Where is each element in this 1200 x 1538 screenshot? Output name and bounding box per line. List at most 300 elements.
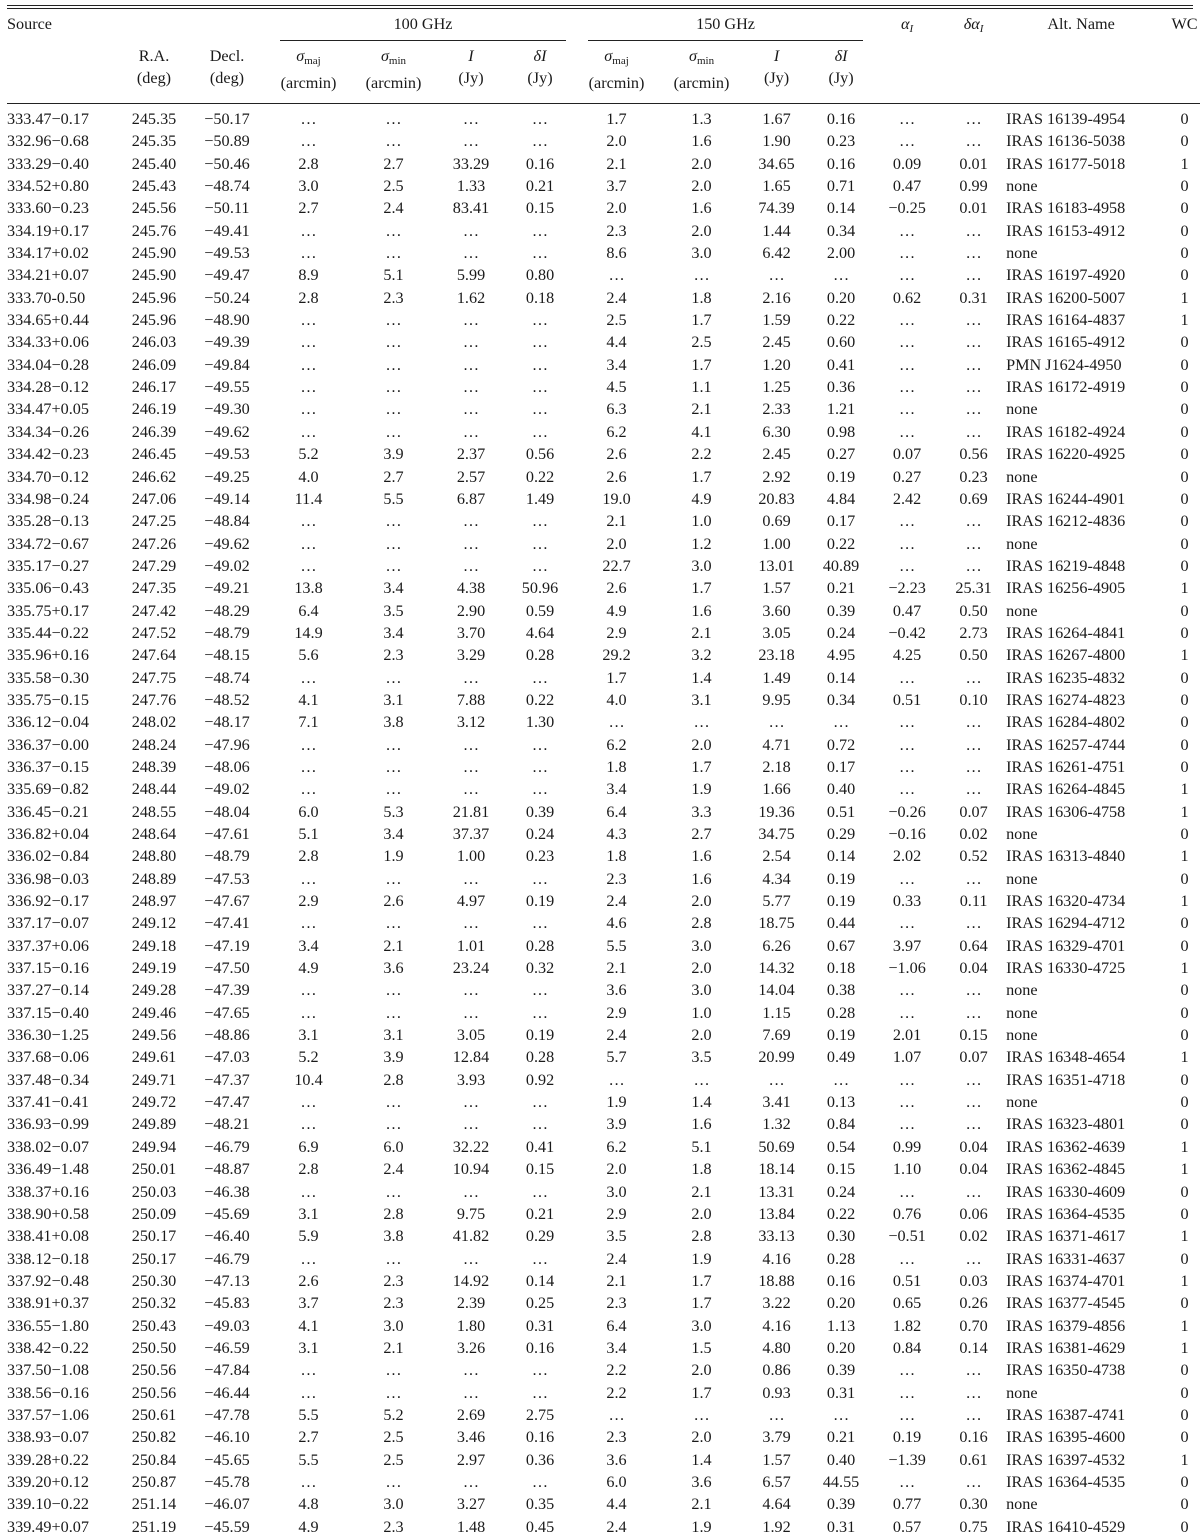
cell-ra: 250.03 (131, 1182, 177, 1201)
cell-dalpha: … (965, 668, 982, 687)
cell-di-150: 0.17 (826, 757, 856, 776)
cell-smin-150: 4.1 (691, 422, 712, 441)
cell-smaj-100: … (300, 311, 317, 330)
cell-smaj-100: 4.9 (298, 959, 319, 978)
cell-altname: IRAS 16284-4802 (1006, 713, 1126, 732)
cell-smaj-150: 6.2 (606, 422, 627, 441)
cell-smin-150: 1.6 (691, 601, 712, 620)
header-dec (188, 45, 266, 94)
cell-i-100: … (462, 422, 480, 441)
cell-source: 336.02−0.84 (7, 847, 89, 866)
cell-alpha: 0.51 (892, 1271, 922, 1290)
cell-alpha: … (898, 1361, 916, 1380)
cell-dec: −48.04 (204, 802, 250, 821)
cell-dec: −49.02 (204, 556, 250, 575)
cell-ra: 249.94 (131, 1137, 177, 1156)
cell-smaj-100: … (300, 534, 317, 553)
cell-i-100: 4.97 (456, 892, 486, 911)
table-row (7, 890, 1200, 912)
cell-smaj-150: 4.5 (606, 378, 627, 397)
cell-dalpha: 0.50 (959, 601, 988, 620)
cell-smin-150: 2.2 (691, 445, 712, 464)
cell-dalpha: … (965, 422, 982, 441)
cell-source: 335.17−0.27 (7, 556, 89, 575)
cell-smaj-100: 13.8 (294, 579, 323, 598)
cell-dec: −47.65 (204, 1003, 250, 1022)
cell-smaj-150: … (608, 1070, 625, 1089)
cell-smaj-150: 2.0 (606, 199, 627, 218)
cell-di-100: … (531, 1115, 549, 1134)
cell-dec: −45.78 (204, 1472, 250, 1491)
cell-source: 339.49+0.07 (7, 1517, 89, 1536)
cell-di-150: 2.00 (826, 244, 856, 263)
cell-smaj-150: 4.6 (606, 914, 627, 933)
cell-di-150: … (832, 1070, 850, 1089)
cell-alpha: … (898, 534, 916, 553)
cell-dec: −46.79 (204, 1249, 250, 1268)
table-row (7, 1337, 1200, 1359)
cell-dec: −48.74 (204, 177, 250, 196)
cell-wc: 1 (1180, 1160, 1189, 1179)
cell-wc: 0 (1180, 422, 1189, 441)
cell-smin-100: 3.4 (383, 579, 404, 598)
cell-smin-150: 2.0 (691, 1026, 712, 1045)
cell-dec: −49.53 (204, 445, 250, 464)
cell-i-150: 4.64 (762, 1495, 791, 1514)
cell-dalpha: … (965, 1383, 982, 1402)
cell-wc: 0 (1180, 512, 1189, 531)
cell-di-100: 0.14 (525, 1271, 555, 1290)
table-row (7, 935, 1200, 957)
cell-dec: −45.59 (204, 1517, 250, 1536)
cell-source: 335.44−0.22 (7, 623, 89, 642)
cell-smin-150: 1.7 (691, 355, 712, 374)
cell-di-100: … (531, 556, 549, 575)
cell-dalpha: … (965, 400, 982, 419)
cell-altname: none (1006, 400, 1038, 419)
cell-di-100: … (531, 422, 549, 441)
cell-i-150: 20.83 (758, 489, 795, 508)
cell-smin-100: … (385, 1472, 402, 1491)
cell-altname: IRAS 16351-4718 (1006, 1070, 1126, 1089)
cell-wc: 0 (1180, 445, 1189, 464)
cell-ra: 250.32 (131, 1294, 177, 1313)
cell-i-100: … (462, 378, 480, 397)
cell-alpha: 1.07 (892, 1048, 922, 1067)
cell-smin-100: 2.5 (383, 1450, 404, 1469)
cell-smin-100: 2.7 (383, 154, 404, 173)
cell-di-100: … (531, 378, 549, 397)
cell-source: 334.65+0.44 (7, 311, 89, 330)
cell-smaj-150: 3.6 (606, 1450, 627, 1469)
cell-dec: −48.74 (204, 668, 250, 687)
cell-di-150: 0.16 (826, 110, 856, 128)
cell-smin-100: … (385, 1093, 402, 1112)
cell-i-150: … (768, 1070, 785, 1089)
cell-ra: 250.82 (131, 1428, 177, 1447)
cell-ra: 250.01 (131, 1160, 177, 1179)
cell-di-150: 1.21 (826, 400, 856, 419)
cell-source: 334.04−0.28 (7, 355, 89, 374)
cell-smaj-100: 2.7 (298, 199, 319, 218)
cell-i-100: 2.39 (456, 1294, 486, 1313)
cell-altname: IRAS 16331-4637 (1006, 1249, 1126, 1268)
cell-wc: 1 (1180, 1450, 1189, 1469)
cell-dec: −46.10 (204, 1428, 250, 1447)
header-di-100: δI (Jy) (527, 47, 553, 87)
cell-smin-150: 3.0 (691, 981, 712, 1000)
cell-i-150: 2.92 (762, 467, 791, 486)
cell-source: 337.27−0.14 (7, 981, 89, 1000)
cell-i-150: 6.30 (762, 422, 791, 441)
cell-di-150: 0.19 (826, 892, 856, 911)
cell-wc: 0 (1180, 1294, 1189, 1313)
table-row (7, 533, 1200, 555)
cell-i-100: 2.69 (456, 1405, 486, 1424)
cell-smaj-100: 6.4 (298, 601, 319, 620)
cell-di-100: 0.36 (525, 1450, 555, 1469)
cell-smin-100: 2.3 (383, 288, 404, 307)
cell-smaj-150: 2.6 (606, 445, 627, 464)
cell-smin-150: 2.7 (691, 825, 712, 843)
cell-smaj-100: … (300, 1361, 317, 1380)
cell-dec: −50.11 (204, 199, 250, 218)
header-smaj-100: $\sigma_{maj}$ (arcmin) (280, 47, 337, 92)
cell-smin-100: 5.2 (383, 1405, 404, 1424)
header-ra (120, 45, 188, 94)
cell-i-150: 1.67 (762, 110, 791, 128)
cell-smin-100: … (385, 1003, 402, 1022)
cell-wc: 0 (1180, 1093, 1189, 1112)
header-ra-label: R.A. (138, 47, 170, 65)
cell-i-100: 3.12 (456, 713, 486, 732)
cell-i-100: 41.82 (452, 1227, 490, 1246)
cell-source: 334.19+0.17 (7, 221, 89, 240)
cell-altname: IRAS 16330-4725 (1006, 959, 1126, 978)
cell-i-100: 2.57 (456, 467, 486, 486)
cell-ra: 249.12 (131, 914, 177, 933)
cell-di-100: … (531, 1093, 549, 1112)
cell-source: 336.93−0.99 (7, 1115, 89, 1134)
cell-smaj-100: … (300, 355, 317, 374)
cell-wc: 0 (1180, 936, 1189, 955)
cell-smaj-150: 2.0 (606, 132, 627, 151)
cell-smin-100: … (385, 244, 402, 263)
cell-i-150: 18.14 (758, 1160, 795, 1179)
cell-smaj-150: … (608, 713, 625, 732)
cell-alpha: … (898, 1182, 916, 1201)
cell-wc: 1 (1180, 1048, 1189, 1067)
cell-dec: −49.55 (204, 378, 250, 397)
cell-di-150: 0.24 (826, 1182, 856, 1201)
cell-smaj-150: 1.8 (606, 757, 627, 776)
cell-dec: −47.37 (204, 1070, 250, 1089)
cell-altname: none (1006, 1093, 1038, 1112)
cell-smin-100: 5.5 (383, 489, 404, 508)
header-altname: Alt. Name (1047, 15, 1115, 33)
cell-di-100: 0.29 (525, 1227, 555, 1246)
cell-i-150: 13.31 (758, 1182, 795, 1201)
table-row (7, 242, 1200, 264)
cell-i-100: … (462, 735, 480, 754)
cell-dalpha: … (965, 1405, 982, 1424)
cell-i-150: 1.49 (762, 668, 791, 687)
cell-source: 337.92−0.48 (7, 1271, 89, 1290)
cell-alpha: −1.39 (888, 1450, 926, 1469)
cell-smaj-100: 6.0 (298, 802, 319, 821)
cell-di-100: 0.31 (525, 1316, 555, 1335)
cell-ra: 248.24 (131, 735, 177, 754)
cell-i-100: … (462, 512, 480, 531)
cell-dalpha: 0.99 (959, 177, 988, 196)
cell-smaj-150: 1.7 (606, 110, 627, 128)
cell-wc: 1 (1180, 1271, 1189, 1290)
cell-di-100: 50.96 (521, 579, 559, 598)
cell-smin-150: 3.0 (691, 1316, 712, 1335)
cell-alpha: … (898, 1472, 916, 1491)
cell-di-100: 0.23 (525, 847, 555, 866)
cell-smaj-100: … (300, 400, 317, 419)
cell-i-100: … (462, 668, 480, 687)
cell-altname: IRAS 16330-4609 (1006, 1182, 1126, 1201)
cell-dalpha: 0.31 (959, 288, 988, 307)
cell-ra: 250.56 (131, 1383, 177, 1402)
cell-smin-150: 2.0 (691, 1361, 712, 1380)
cell-smin-150: 2.1 (691, 1495, 712, 1514)
cell-smin-100: … (385, 1249, 402, 1268)
cell-dalpha: 0.04 (959, 1160, 988, 1179)
cell-alpha: 0.09 (892, 154, 922, 173)
cell-smaj-100: … (300, 422, 317, 441)
cell-di-150: 0.21 (826, 1428, 856, 1447)
cell-dalpha: … (965, 378, 982, 397)
cell-smaj-100: 3.0 (298, 177, 319, 196)
cell-smin-100: … (385, 422, 402, 441)
cell-di-100: … (531, 668, 549, 687)
cell-smaj-150: 4.4 (606, 1495, 627, 1514)
cell-dalpha: … (965, 1115, 982, 1134)
cell-alpha: 1.82 (892, 1316, 922, 1335)
cell-smin-150: 3.0 (691, 556, 712, 575)
cell-di-100: 0.22 (525, 467, 555, 486)
cell-source: 337.41−0.41 (7, 1093, 89, 1112)
cell-smaj-150: 5.5 (606, 936, 627, 955)
cell-dec: −49.62 (204, 422, 250, 441)
cell-i-100: … (462, 1249, 480, 1268)
cell-smaj-100: 4.1 (298, 690, 319, 709)
cell-i-100: 32.22 (452, 1137, 490, 1156)
cell-i-100: … (462, 1093, 480, 1112)
cell-source: 334.17+0.02 (7, 244, 89, 263)
cell-alpha: −0.25 (888, 199, 926, 218)
table-row (7, 1248, 1200, 1270)
cell-di-100: 0.16 (525, 154, 555, 173)
cell-alpha: 2.42 (892, 489, 922, 508)
cell-dec: −50.46 (204, 154, 250, 173)
cell-alpha: 4.25 (892, 646, 922, 665)
cell-altname: none (1006, 825, 1038, 843)
cell-wc: 0 (1180, 110, 1189, 128)
cell-di-150: 0.14 (826, 199, 856, 218)
cell-alpha: 0.27 (892, 467, 922, 486)
header-alpha: $\alpha_I$ (900, 15, 914, 35)
table-row (7, 1203, 1200, 1225)
cell-smin-150: 1.6 (691, 132, 712, 151)
cell-alpha: … (898, 132, 916, 151)
cell-smaj-100: 2.8 (298, 288, 319, 307)
cell-ra: 251.14 (131, 1495, 177, 1514)
cell-ra: 246.17 (131, 378, 177, 397)
cell-smin-100: … (385, 1361, 402, 1380)
cell-i-100: … (462, 333, 480, 352)
cell-source: 338.41+0.08 (7, 1227, 89, 1246)
cell-ra: 247.42 (131, 601, 177, 620)
cell-i-150: 14.32 (758, 959, 795, 978)
header-dec-label: Decl. (209, 47, 245, 65)
cell-i-150: 4.80 (762, 1338, 791, 1357)
cell-ra: 246.03 (131, 333, 177, 352)
cell-smin-100: 3.9 (383, 1048, 404, 1067)
cell-altname: none (1006, 1003, 1038, 1022)
cell-di-100: 0.59 (525, 601, 555, 620)
cell-alpha: −0.16 (888, 825, 926, 843)
cell-di-100: 0.16 (525, 1428, 555, 1447)
cell-smin-100: 3.4 (383, 825, 404, 843)
cell-smaj-100: … (300, 1093, 317, 1112)
cell-alpha: … (898, 512, 916, 531)
cell-i-100: 1.80 (456, 1316, 486, 1335)
cell-smin-100: … (385, 1383, 402, 1402)
cell-altname: IRAS 16371-4617 (1006, 1227, 1126, 1246)
cell-i-150: 4.16 (762, 1249, 791, 1268)
cell-ra: 248.55 (131, 802, 177, 821)
cell-smaj-100: 3.1 (298, 1026, 319, 1045)
cell-wc: 0 (1180, 199, 1189, 218)
cell-smaj-100: 5.1 (298, 825, 319, 843)
cell-smaj-150: 4.3 (606, 825, 627, 843)
cell-dalpha: 0.14 (959, 1338, 988, 1357)
cell-i-150: 2.16 (762, 288, 791, 307)
cell-smaj-100: … (300, 668, 317, 687)
cell-dalpha: 0.23 (959, 467, 988, 486)
cell-source: 335.58−0.30 (7, 668, 89, 687)
cell-di-150: 0.44 (826, 914, 856, 933)
cell-alpha: −0.42 (888, 623, 926, 642)
cell-smaj-100: 2.8 (298, 847, 319, 866)
cell-wc: 0 (1180, 378, 1189, 397)
cell-dec: −49.41 (204, 221, 250, 240)
cell-dalpha: … (965, 244, 982, 263)
cell-di-150: 0.18 (826, 959, 856, 978)
cell-dalpha: 0.15 (959, 1026, 988, 1045)
table-row (7, 667, 1200, 689)
cell-alpha: … (898, 780, 916, 799)
cell-source: 338.12−0.18 (7, 1249, 89, 1268)
cell-smin-150: 3.0 (691, 936, 712, 955)
cell-di-100: … (531, 400, 549, 419)
cell-di-100: 0.22 (525, 690, 555, 709)
cell-source: 334.33+0.06 (7, 333, 89, 352)
cell-i-100: … (462, 869, 480, 888)
cell-wc: 0 (1180, 914, 1189, 933)
cell-dalpha: 0.70 (959, 1316, 988, 1335)
cell-dec: −49.84 (204, 355, 250, 374)
cell-wc: 1 (1180, 311, 1189, 330)
table-body (7, 108, 1200, 1538)
cell-smin-150: 3.2 (691, 646, 712, 665)
cell-source: 335.06−0.43 (7, 579, 89, 598)
cell-ra: 250.17 (131, 1227, 177, 1246)
cell-alpha: … (898, 757, 916, 776)
cell-smaj-100: … (300, 512, 317, 531)
cell-alpha: 0.47 (892, 177, 922, 196)
cell-dec: −46.79 (204, 1137, 250, 1156)
cell-di-150: 0.72 (826, 735, 856, 754)
cell-smaj-150: 2.1 (606, 959, 627, 978)
cell-ra: 247.64 (131, 646, 177, 665)
cell-smaj-150: 1.7 (606, 668, 627, 687)
cell-wc: 1 (1180, 847, 1189, 866)
cell-di-150: 0.21 (826, 579, 856, 598)
cell-alpha: 3.97 (892, 936, 922, 955)
cell-dec: −47.19 (204, 936, 250, 955)
cell-alpha: … (898, 221, 916, 240)
cell-di-100: … (531, 311, 549, 330)
cell-dalpha: … (965, 355, 982, 374)
table-row (7, 711, 1200, 733)
cell-altname: none (1006, 1383, 1038, 1402)
cell-di-150: 0.29 (826, 825, 856, 843)
cell-i-100: 5.99 (456, 266, 486, 285)
cell-alpha: … (898, 1093, 916, 1112)
cell-i-150: 18.75 (758, 914, 795, 933)
table-row (7, 1181, 1200, 1203)
cell-di-150: 0.24 (826, 623, 856, 642)
cell-dec: −48.79 (204, 847, 250, 866)
cell-dec: −47.13 (204, 1271, 250, 1290)
cell-alpha: 0.57 (892, 1517, 922, 1536)
cell-altname: IRAS 16313-4840 (1006, 847, 1126, 866)
cell-di-100: 0.41 (525, 1137, 555, 1156)
cell-i-150: 23.18 (758, 646, 795, 665)
cell-i-100: 9.75 (456, 1204, 486, 1223)
cell-dec: −50.89 (204, 132, 250, 151)
cell-smin-100: 5.3 (383, 802, 404, 821)
cell-i-100: 2.90 (456, 601, 486, 620)
cell-di-100: 4.64 (525, 623, 555, 642)
cell-dec: −48.15 (204, 646, 250, 665)
cell-smin-150: 2.8 (691, 914, 712, 933)
cell-di-150: 0.98 (826, 422, 856, 441)
cell-smin-100: … (385, 735, 402, 754)
cell-dalpha: … (965, 333, 982, 352)
cell-i-150: 6.42 (762, 244, 791, 263)
cell-smin-100: 2.8 (383, 1204, 404, 1223)
cell-smin-100: 3.1 (383, 690, 404, 709)
cell-di-150: 0.19 (826, 467, 856, 486)
cell-altname: IRAS 16165-4912 (1006, 333, 1126, 352)
cell-smaj-150: 2.4 (606, 288, 627, 307)
cell-source: 336.55−1.80 (7, 1316, 89, 1335)
cell-i-150: 13.84 (758, 1204, 795, 1223)
table-row (7, 734, 1200, 756)
cell-di-100: … (531, 333, 549, 352)
cell-smaj-150: 22.7 (602, 556, 631, 575)
cell-dec: −46.38 (204, 1182, 250, 1201)
cell-smin-150: … (693, 1405, 710, 1424)
cell-alpha: −0.26 (888, 802, 926, 821)
cell-di-100: 1.49 (525, 489, 555, 508)
